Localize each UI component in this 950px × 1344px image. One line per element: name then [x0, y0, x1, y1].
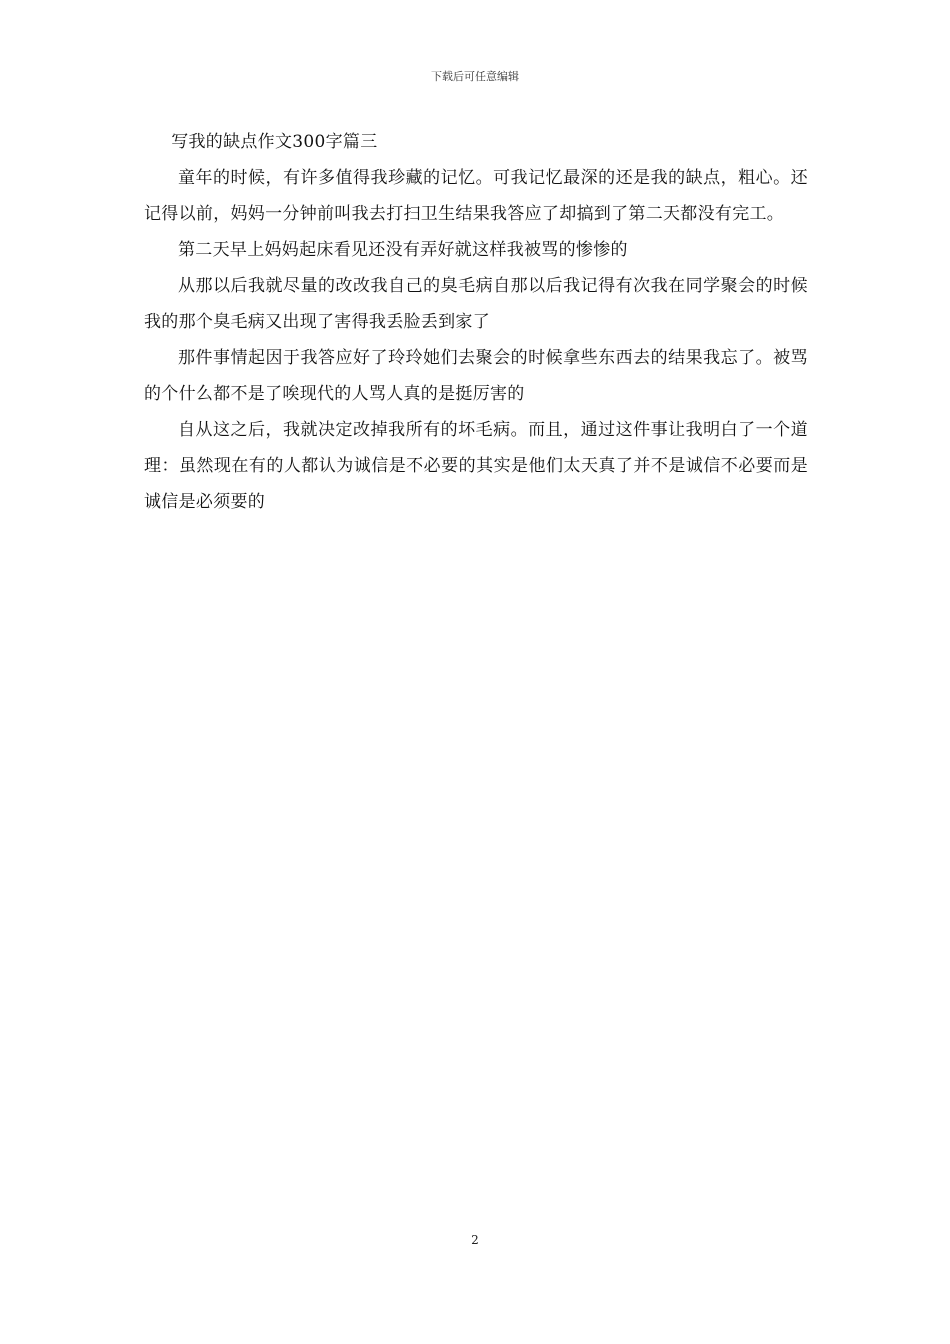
page-number: 2 [471, 1233, 479, 1247]
document-body [144, 124, 808, 520]
paragraph-5: 自从这之后，我就决定改掉我所有的坏毛病。而且，通过这件事让我明白了一个道理：虽然现在有的人都认为诚信是不必要的其实是他们太天真了并不是诚信不必要而是诚信是必须要的 [144, 420, 808, 512]
paragraph-3: 从那以后我就尽量的改改我自己的臭毛病自那以后我记得有次我在同学聚会的时候我的那个臭毛病又出现了害得我丢脸丢到家了 [144, 276, 808, 332]
paragraph-2: 第二天早上妈妈起床看见还没有弄好就这样我被骂的惨惨的 [178, 240, 628, 260]
paragraph-4: 那件事情起因于我答应好了玲玲她们去聚会的时候拿些东西去的结果我忘了。被骂的个什么都不是了唉现代的人骂人真的是挺厉害的 [144, 348, 808, 404]
paragraph-1: 童年的时候，有许多值得我珍藏的记忆。可我记忆最深的还是我的缺点，粗心。还记得以前，妈妈一分钟前叫我去打扫卫生结果我答应了却搞到了第二天都没有完工。 [144, 168, 808, 224]
page-header: 下载后可任意编辑 [431, 70, 519, 83]
essay-title: 写我的缺点作文300字篇三 [171, 132, 378, 152]
